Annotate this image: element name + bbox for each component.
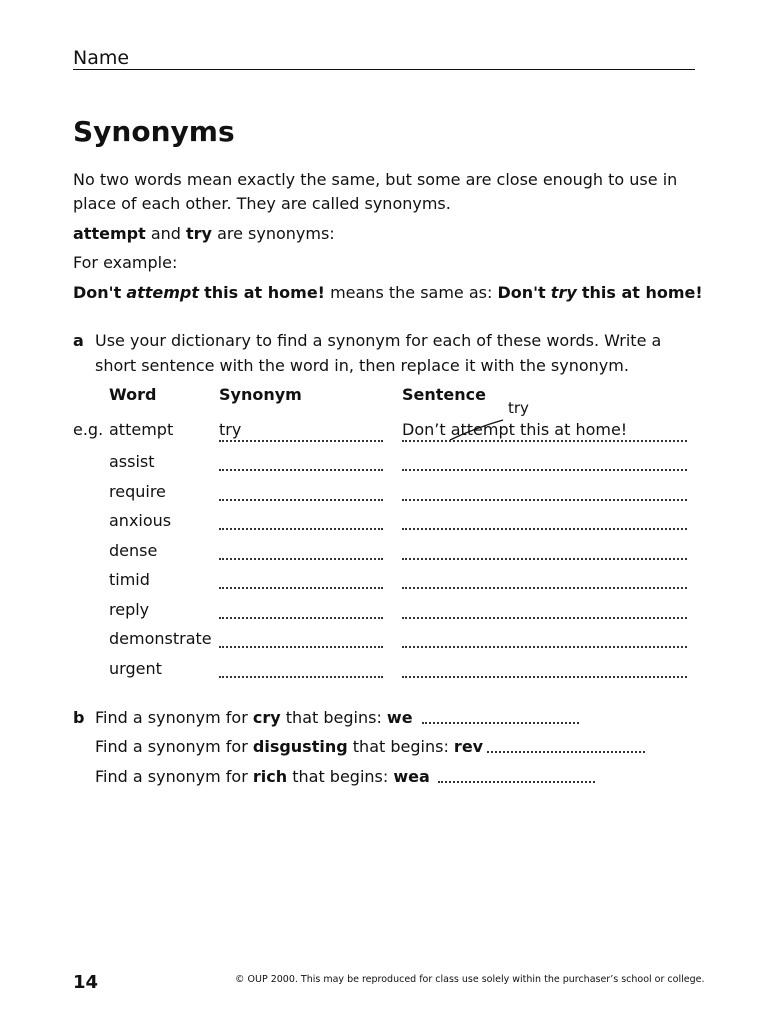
sentence-answer-line[interactable] [402,587,687,589]
copyright-notice: © OUP 2000. This may be reproduced for class use solely within the purchaser’s school or college. [235,974,705,985]
sentence-answer-line[interactable] [402,558,687,560]
example-synonym: try [219,420,242,439]
example-dont-1: Don't [73,283,122,302]
word-row-word: assist [109,452,155,471]
word-row-word: require [109,481,166,501]
sentence-answer-line[interactable] [402,646,687,648]
example-dont-2: Don't [497,283,546,302]
example-synonym-line [219,440,383,442]
definition-word-2: try [186,224,212,243]
name-label: Name [73,47,130,69]
page-number: 14 [73,972,99,993]
section-b-question-3 [95,767,430,786]
q1-mid: that begins: [285,708,382,727]
synonym-answer-line[interactable] [219,558,383,560]
for-example-label: For example: [73,253,178,272]
q2-word: disgusting [252,737,348,756]
q3-word: rich [252,767,288,786]
synonym-answer-line[interactable] [219,676,383,678]
example-means: means the same as: [330,283,493,302]
example-rest-1: this at home! [204,283,325,302]
example-word: attempt [109,420,174,439]
sentence-answer-line[interactable] [402,499,687,501]
intro-line-1: No two words mean exactly the same, but some are close enough to use in [73,170,678,189]
page-title: Synonyms [73,115,235,148]
sentence-answer-line[interactable] [402,676,687,678]
q1-start: we [386,708,413,727]
synonym-answer-line[interactable] [219,617,383,619]
column-header-word: Word [109,385,157,404]
name-line [73,69,695,70]
q2-prefix: Find a synonym for [95,737,248,756]
column-header-sentence: Sentence [402,385,486,404]
sentence-answer-line[interactable] [402,469,687,471]
q3-mid: that begins: [292,767,389,786]
sentence-answer-line[interactable] [402,617,687,619]
section-a-line-1: Use your dictionary to find a synonym for each of these words. Write a [95,331,662,350]
synonym-answer-line[interactable] [219,528,383,530]
example-try: try [550,283,577,302]
definition-word-1: attempt [73,224,146,243]
q3-start: wea [393,767,430,786]
section-b-letter: b [73,708,85,727]
definition-rest: are synonyms: [217,224,335,243]
example-sentence-answer: Don’t attempt this at home! [402,420,628,439]
word-row-word: demonstrate [109,629,212,648]
intro-line-2: place of each other. They are called synonyms. [73,194,451,213]
q3-prefix: Find a synonym for [95,767,248,786]
synonym-answer-line[interactable] [219,499,383,501]
word-row-word: timid [109,570,150,589]
q1-word: cry [252,708,281,727]
synonym-answer-line[interactable] [219,587,383,589]
word-row-word: reply [109,599,150,619]
word-row-word: anxious [109,511,172,530]
definition-and: and [150,224,181,243]
section-b-question-2 [95,737,483,756]
section-a-line-2: short sentence with the word in, then replace it with the synonym. [95,356,629,375]
synonym-answer-line[interactable] [219,646,383,648]
q3-answer-line[interactable] [438,781,595,783]
example-correction: try [508,399,529,417]
word-row-word: urgent [109,658,162,678]
sentence-answer-line[interactable] [402,528,687,530]
q1-prefix: Find a synonym for [95,708,248,727]
word-row-word: dense [109,540,158,560]
example-prefix: e.g. [73,420,104,439]
q2-mid: that begins: [352,737,449,756]
q1-answer-line[interactable] [422,722,579,724]
example-sentence-line [402,440,687,442]
section-a-letter: a [73,331,84,350]
q2-answer-line[interactable] [487,751,645,753]
q2-start: rev [453,737,484,756]
definition-line [73,224,335,243]
example-rest-2: this at home! [581,283,703,302]
column-header-synonym: Synonym [219,385,302,404]
example-sentence [73,283,703,302]
example-attempt: attempt [126,283,200,302]
synonym-answer-line[interactable] [219,469,383,471]
section-b-question-1 [95,708,413,727]
